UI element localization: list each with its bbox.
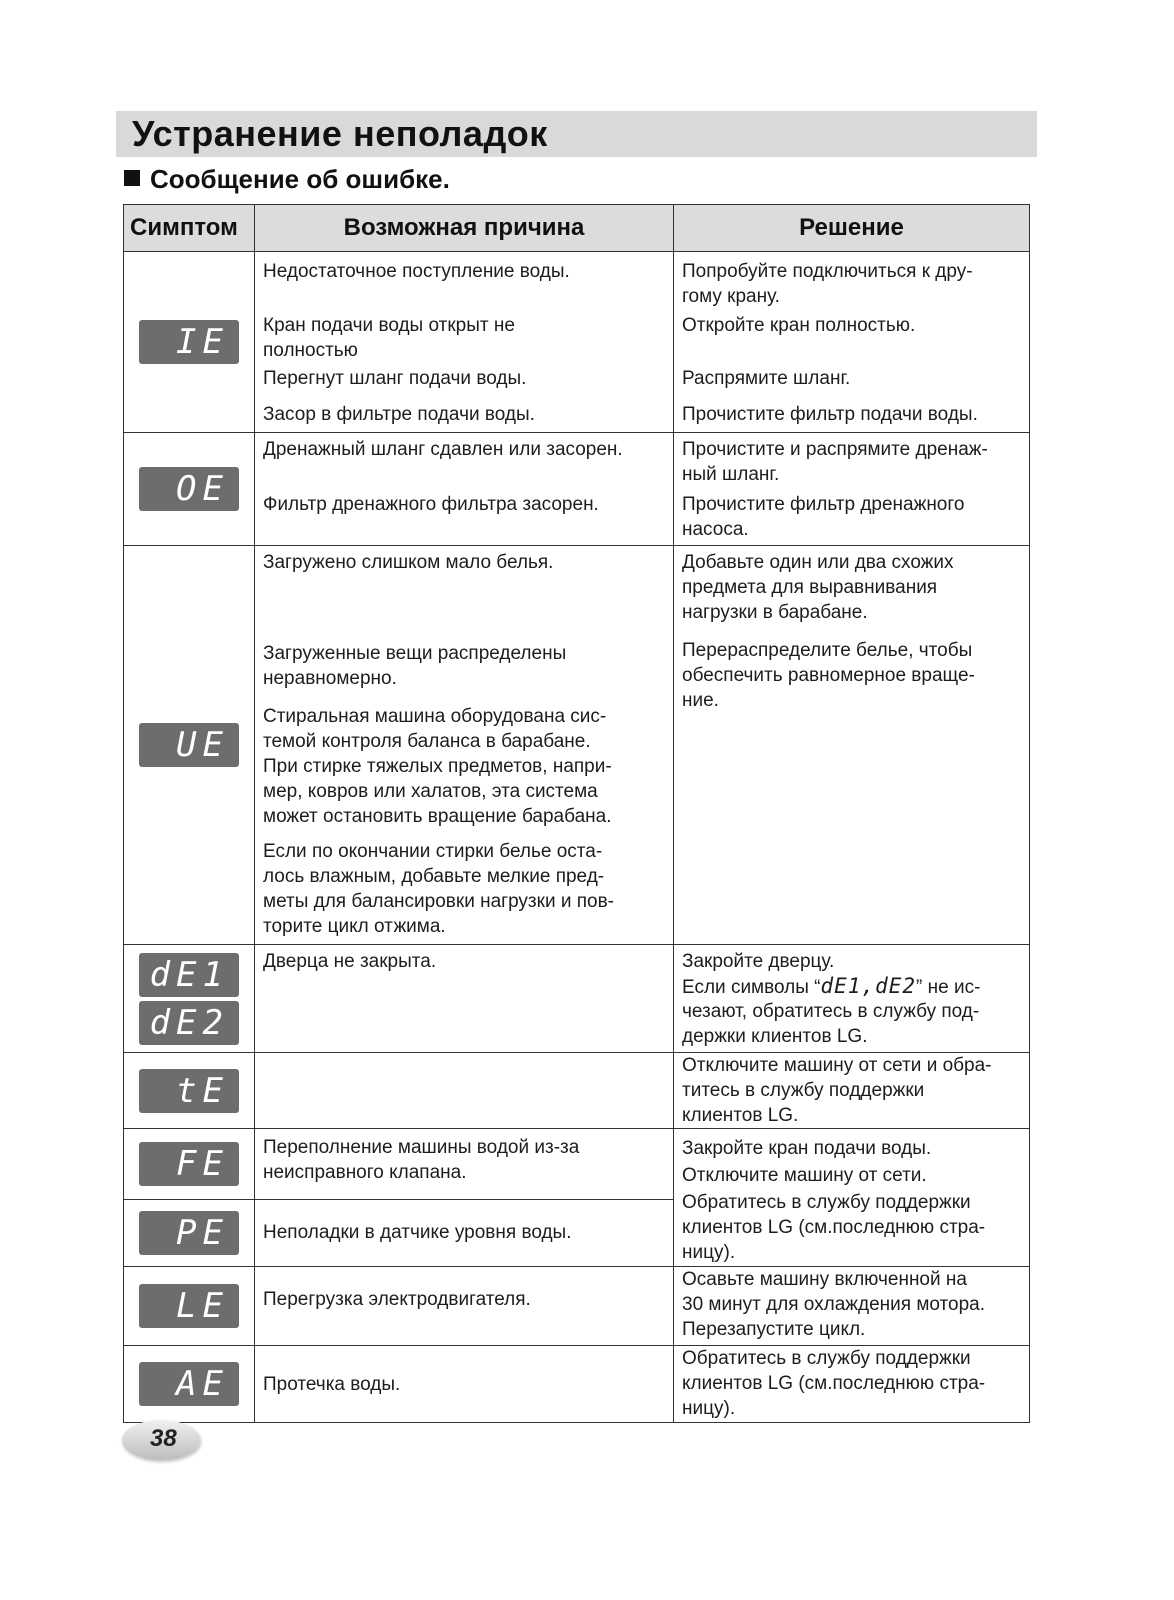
solution-line: 30 минут для охлаждения мотора.: [682, 1294, 986, 1315]
cause-cell: [255, 546, 674, 945]
solution-line: Попробуйте подключиться к дру-: [682, 261, 973, 282]
solution-cell: [674, 546, 1030, 945]
solution-line: клиентов LG.: [682, 1105, 799, 1126]
table-row: [124, 1053, 1030, 1129]
solution-line: ницу).: [682, 1398, 736, 1419]
solution-line: нагрузки в барабане.: [682, 602, 868, 623]
cause-cell: [255, 945, 674, 1053]
table-row: [124, 1267, 1030, 1346]
symptom-cell: [124, 1267, 255, 1346]
solution-line: Отключите машину от сети и обра-: [682, 1055, 992, 1076]
cause-cell: [255, 433, 674, 546]
solution-line: Откройте кран полностью.: [682, 315, 916, 336]
header-cause: Возможная причина: [255, 205, 674, 252]
cause-line: неравномерно.: [263, 668, 397, 689]
cause-line: Дренажный шланг сдавлен или засорен.: [263, 439, 623, 460]
solution-line: ницу).: [682, 1241, 736, 1263]
solution-line: Прочистите фильтр дренажного: [682, 494, 965, 515]
error-code-display: dE1: [139, 953, 239, 997]
cause-line: Протечка воды.: [263, 1374, 401, 1395]
symptom-cell: [124, 1053, 255, 1129]
cause-line: Загружено слишком мало белья.: [263, 552, 554, 573]
cause-line: лось влажным, добавьте мелкие пред-: [263, 866, 605, 887]
solution-line: держки клиентов LG.: [682, 1026, 868, 1047]
solution-text: Если символы “: [682, 977, 821, 998]
cause-line: Стиральная машина оборудована сис-: [263, 706, 607, 727]
solution-line: Перезапустите цикл.: [682, 1319, 866, 1340]
solution-line: Осавьте машину включенной на: [682, 1269, 967, 1290]
table-row: [124, 1129, 1030, 1200]
table-row: [124, 252, 1030, 433]
solution-line: Перераспределите белье, чтобы: [682, 640, 973, 661]
header-symptom: Симптом: [124, 205, 255, 252]
cause-cell: [255, 1129, 674, 1200]
cause-line: Кран подачи воды открыт не: [263, 315, 515, 336]
cause-line: Если по окончании стирки белье оста-: [263, 841, 603, 862]
cause-line: Перегрузка электродвигателя.: [263, 1289, 531, 1310]
solution-line: Обратитесь в службу поддержки: [682, 1348, 971, 1369]
cause-line: полностью: [263, 340, 358, 361]
cause-line: Перегнут шланг подачи воды.: [263, 368, 527, 389]
solution-line: предмета для выравнивания: [682, 577, 938, 598]
solution-cell: [674, 1053, 1030, 1129]
error-code-display: tE: [139, 1069, 239, 1113]
error-code-display: IE: [139, 320, 239, 364]
error-code-display: UE: [139, 723, 239, 767]
solution-cell: [674, 1346, 1030, 1423]
symptom-cell: [124, 252, 255, 433]
table-header-row: [124, 205, 1030, 252]
cause-line: меты для балансировки нагрузки и пов-: [263, 891, 615, 912]
cause-cell: [255, 1053, 674, 1129]
solution-line: Закройте дверцу.: [682, 951, 835, 972]
symptom-cell: [124, 1129, 255, 1200]
solution-line: титесь в службу поддержки: [682, 1080, 925, 1101]
cause-line: Фильтр дренажного фильтра засорен.: [263, 494, 599, 515]
solution-line: Обратитесь в службу поддержки: [682, 1191, 971, 1213]
solution-line: клиентов LG (см.последнюю стра-: [682, 1216, 986, 1238]
solution-line: Отключите машину от сети.: [682, 1164, 927, 1186]
solution-line: [682, 974, 1025, 1000]
error-code-display: OE: [139, 467, 239, 511]
error-code-display: dE2: [139, 1001, 239, 1045]
page-number: 38: [150, 1425, 177, 1452]
error-code-display: PE: [139, 1211, 239, 1255]
solution-line: ный шланг.: [682, 464, 780, 485]
solution-line: Распрямите шланг.: [682, 368, 851, 389]
cause-cell: [255, 1346, 674, 1423]
solution-line: обеспечить равномерное враще-: [682, 665, 975, 686]
symptom-cell: [124, 1346, 255, 1423]
solution-line: гому крану.: [682, 286, 780, 307]
header-solution: Решение: [674, 205, 1030, 252]
cause-line: Неполадки в датчике уровня воды.: [263, 1222, 572, 1243]
cause-cell: [255, 252, 674, 433]
cause-line: неисправного клапана.: [263, 1162, 467, 1183]
page-title: Устранение неполадок: [116, 111, 1037, 157]
cause-line: При стирке тяжелых предметов, напри-: [263, 756, 612, 777]
cause-line: Переполнение машины водой из-за: [263, 1137, 580, 1158]
cause-cell: [255, 1200, 674, 1267]
section-heading: [124, 162, 450, 196]
table-row: [124, 945, 1030, 1053]
solution-line: Прочистите и распрямите дренаж-: [682, 439, 988, 460]
cause-line: Недостаточное поступление воды.: [263, 261, 570, 282]
solution-cell: [674, 1129, 1030, 1267]
cause-line: Дверца не закрыта.: [263, 951, 437, 972]
solution-line: чезают, обратитесь в службу под-: [682, 1001, 980, 1022]
error-code-display: LE: [139, 1284, 239, 1328]
solution-cell: [674, 945, 1030, 1053]
solution-line: насоса.: [682, 519, 749, 540]
cause-line: торите цикл отжима.: [263, 916, 446, 937]
symptom-cell: [124, 433, 255, 546]
symptom-cell: [124, 546, 255, 945]
table-row: [124, 546, 1030, 945]
solution-line: ние.: [682, 690, 719, 711]
solution-text: ” не ис-: [916, 977, 981, 998]
symptom-cell: [124, 945, 255, 1053]
square-bullet-icon: [124, 170, 140, 186]
cause-line: Загруженные вещи распределены: [263, 643, 567, 664]
cause-line: может остановить вращение барабана.: [263, 806, 612, 827]
table-row: [124, 1346, 1030, 1423]
table-row: [124, 433, 1030, 546]
error-code-display: AE: [139, 1362, 239, 1406]
solution-line: клиентов LG (см.последнюю стра-: [682, 1373, 986, 1394]
section-heading-text: Сообщение об ошибке.: [150, 164, 450, 194]
cause-line: темой контроля баланса в барабане.: [263, 731, 591, 752]
solution-cell: [674, 1267, 1030, 1346]
solution-cell: [674, 433, 1030, 546]
solution-line: Прочистите фильтр подачи воды.: [682, 404, 978, 425]
solution-cell: [674, 252, 1030, 433]
symptom-cell: [124, 1200, 255, 1267]
error-table: [123, 204, 1030, 1423]
cause-cell: [255, 1267, 674, 1346]
error-code-display: FE: [139, 1142, 239, 1186]
cause-line: Засор в фильтре подачи воды.: [263, 404, 535, 425]
solution-line: Закройте кран подачи воды.: [682, 1137, 932, 1159]
solution-line: Добавьте один или два схожих: [682, 552, 954, 573]
inline-error-code: dE1,dE2: [820, 974, 917, 998]
cause-line: мер, ковров или халатов, эта система: [263, 781, 598, 802]
